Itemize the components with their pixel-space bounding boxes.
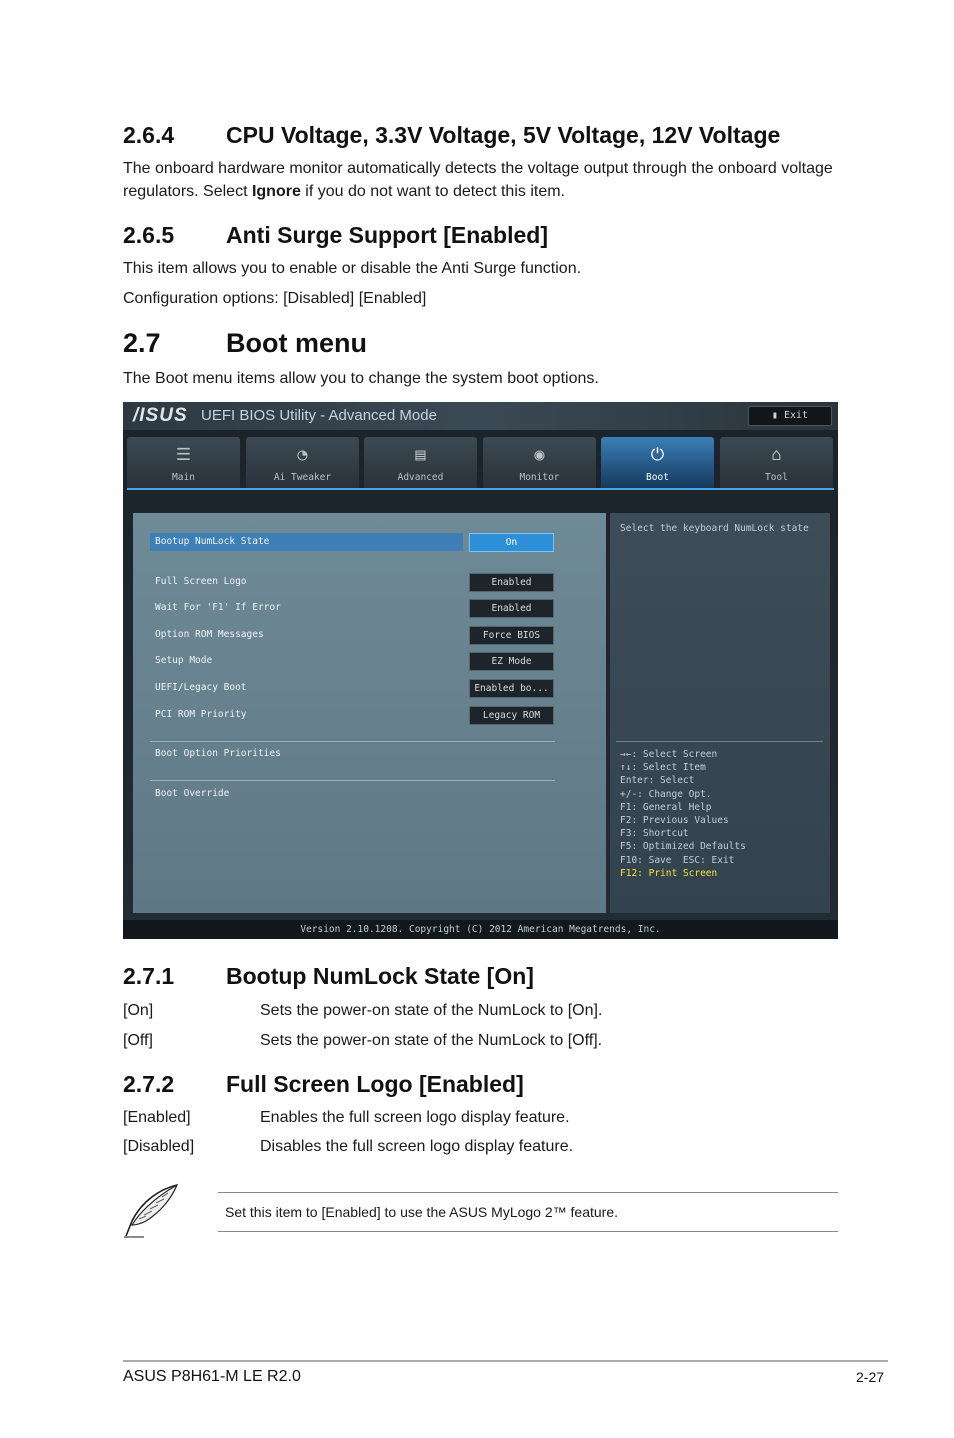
- footer-rule: [123, 1360, 888, 1362]
- setting-value-button[interactable]: Force BIOS: [469, 626, 554, 645]
- tab-label: Tool: [765, 472, 788, 483]
- tab-main[interactable]: [127, 437, 240, 489]
- key-hint: F1: General Help: [620, 801, 712, 813]
- exit-button[interactable]: [748, 406, 832, 426]
- setting-bootup-numlock[interactable]: [143, 533, 583, 551]
- key-hint: F10: Save ESC: Exit: [620, 854, 735, 866]
- list-icon: ☰: [175, 445, 192, 465]
- heading-2-6-5: [123, 222, 548, 249]
- option-key: [Disabled]: [123, 1138, 195, 1155]
- paragraph-2-6-4: [123, 157, 843, 203]
- menu-boot-option-priorities[interactable]: [143, 745, 583, 763]
- setting-label: Option ROM Messages: [155, 629, 264, 640]
- bios-footer: Version 2.10.1208. Copyright (C) 2012 American Megatrends, Inc.: [123, 920, 838, 939]
- option-desc: Enables the full screen logo display feature.: [260, 1109, 570, 1126]
- menu-boot-override[interactable]: [143, 785, 583, 803]
- note-text: Set this item to [Enabled] to use the ASUS MyLogo 2™ feature.: [225, 1204, 618, 1220]
- footer-model: ASUS P8H61-M LE R2.0: [123, 1368, 301, 1385]
- setting-pci-rom-priority[interactable]: [143, 706, 583, 724]
- setting-value-button[interactable]: Enabled: [469, 573, 554, 592]
- setting-wait-f1[interactable]: [143, 599, 583, 617]
- setting-label: PCI ROM Priority: [155, 709, 247, 720]
- setting-setup-mode[interactable]: [143, 652, 583, 670]
- paragraph-2-6-5-b: Configuration options: [Disabled] [Enabled]: [123, 290, 427, 307]
- key-hint: F5: Optimized Defaults: [620, 841, 746, 853]
- option-row: [123, 1032, 602, 1050]
- heading-2-7-2: [123, 1071, 524, 1098]
- section-title: Boot menu: [226, 328, 367, 358]
- divider: [150, 780, 555, 781]
- bold-term: Ignore: [251, 183, 301, 200]
- key-hint: +/-: Change Opt.: [620, 788, 712, 800]
- power-icon: ⏻: [650, 445, 665, 465]
- key-hint: Enter: Select: [620, 775, 695, 787]
- tab-underline: [127, 488, 834, 490]
- tool-icon: ⌂: [771, 445, 782, 465]
- setting-value-button[interactable]: On: [469, 533, 554, 552]
- section-number: 2.7: [123, 328, 161, 358]
- setting-label: Full Screen Logo: [155, 576, 247, 587]
- setting-label: Bootup NumLock State: [150, 533, 463, 551]
- note-top-rule: [218, 1192, 838, 1193]
- tab-boot[interactable]: [601, 437, 714, 489]
- setting-value-button[interactable]: Legacy ROM: [469, 706, 554, 725]
- section-title: Bootup NumLock State [On]: [226, 963, 534, 989]
- setting-value-button[interactable]: Enabled: [469, 599, 554, 618]
- setting-option-rom-messages[interactable]: [143, 626, 583, 644]
- monitor-icon: ◉: [534, 445, 545, 465]
- menu-label: Boot Option Priorities: [155, 748, 281, 759]
- option-key: [On]: [123, 1002, 154, 1019]
- setting-value-button[interactable]: Enabled bo...: [469, 679, 554, 698]
- section-title: Anti Surge Support [Enabled]: [226, 222, 548, 248]
- exit-icon: ▮: [771, 410, 784, 421]
- bios-titlebar: [123, 402, 838, 430]
- heading-2-7: [123, 328, 367, 359]
- section-title: Full Screen Logo [Enabled]: [226, 1071, 524, 1097]
- help-description: Select the keyboard NumLock state: [620, 523, 809, 534]
- setting-full-screen-logo[interactable]: [143, 573, 583, 591]
- option-desc: Sets the power-on state of the NumLock to [Off].: [260, 1032, 603, 1049]
- option-key: [Off]: [123, 1032, 153, 1049]
- section-number: 2.7.2: [123, 1071, 175, 1097]
- setting-label: UEFI/Legacy Boot: [155, 682, 247, 693]
- section-number: 2.7.1: [123, 963, 175, 989]
- key-hint: ↑↓: Select Item: [620, 762, 706, 774]
- paragraph-2-7: The Boot menu items allow you to change the system boot options.: [123, 370, 599, 387]
- section-title: CPU Voltage, 3.3V Voltage, 5V Voltage, 12V Voltage: [226, 122, 781, 148]
- advanced-icon: ▤: [415, 445, 426, 465]
- key-hint: F3: Shortcut: [620, 828, 689, 840]
- note-bottom-rule: [218, 1231, 838, 1232]
- tweaker-icon: ◔: [297, 445, 308, 465]
- option-key: [Enabled]: [123, 1109, 191, 1126]
- tab-label: Advanced: [397, 472, 444, 483]
- option-desc: Disables the full screen logo display feature.: [260, 1138, 574, 1155]
- divider: [150, 741, 555, 742]
- tab-monitor[interactable]: [483, 437, 596, 489]
- tab-label: Ai Tweaker: [273, 472, 332, 483]
- option-desc: Sets the power-on state of the NumLock to [On].: [260, 1002, 603, 1019]
- exit-label: Exit: [783, 410, 809, 421]
- tab-ai-tweaker[interactable]: [246, 437, 359, 489]
- key-legend: [620, 748, 746, 880]
- tab-label: Monitor: [519, 472, 560, 483]
- tab-tool[interactable]: [720, 437, 833, 489]
- bios-tab-bar: [127, 437, 834, 489]
- tab-advanced[interactable]: [364, 437, 477, 489]
- section-number: 2.6.5: [123, 222, 175, 248]
- setting-uefi-legacy-boot[interactable]: [143, 679, 583, 697]
- setting-label: Setup Mode: [155, 655, 213, 666]
- heading-2-7-1: [123, 963, 534, 990]
- help-divider: [616, 741, 823, 742]
- key-hint: →←: Select Screen: [620, 749, 718, 760]
- page-number: 2-27: [856, 1369, 885, 1385]
- paragraph-2-6-5-a: This item allows you to enable or disable the Anti Surge function.: [123, 260, 582, 277]
- key-hint: F2: Previous Values: [620, 815, 729, 827]
- bios-app-title: UEFI BIOS Utility - Advanced Mode: [201, 407, 437, 424]
- key-hint-print-screen: F12: Print Screen: [620, 867, 718, 879]
- bios-screenshot: [123, 402, 838, 939]
- asus-logo: /ISUS: [133, 405, 188, 426]
- section-number: 2.6.4: [123, 122, 175, 148]
- heading-2-6-4: [123, 122, 780, 149]
- paragraph-text: if you do not want to detect this item.: [300, 183, 565, 200]
- feather-note-icon: [122, 1183, 180, 1239]
- setting-value-button[interactable]: EZ Mode: [469, 652, 554, 671]
- tab-label: Boot: [646, 472, 669, 483]
- menu-label: Boot Override: [155, 788, 230, 799]
- option-row: [123, 1109, 570, 1127]
- tab-label: Main: [172, 472, 195, 483]
- option-row: [123, 1002, 602, 1020]
- option-row: [123, 1138, 573, 1156]
- setting-label: Wait For 'F1' If Error: [155, 602, 281, 613]
- paragraph-text: The onboard hardware monitor automatically detects the voltage output through the onboard voltage regulators. Select: [123, 160, 833, 200]
